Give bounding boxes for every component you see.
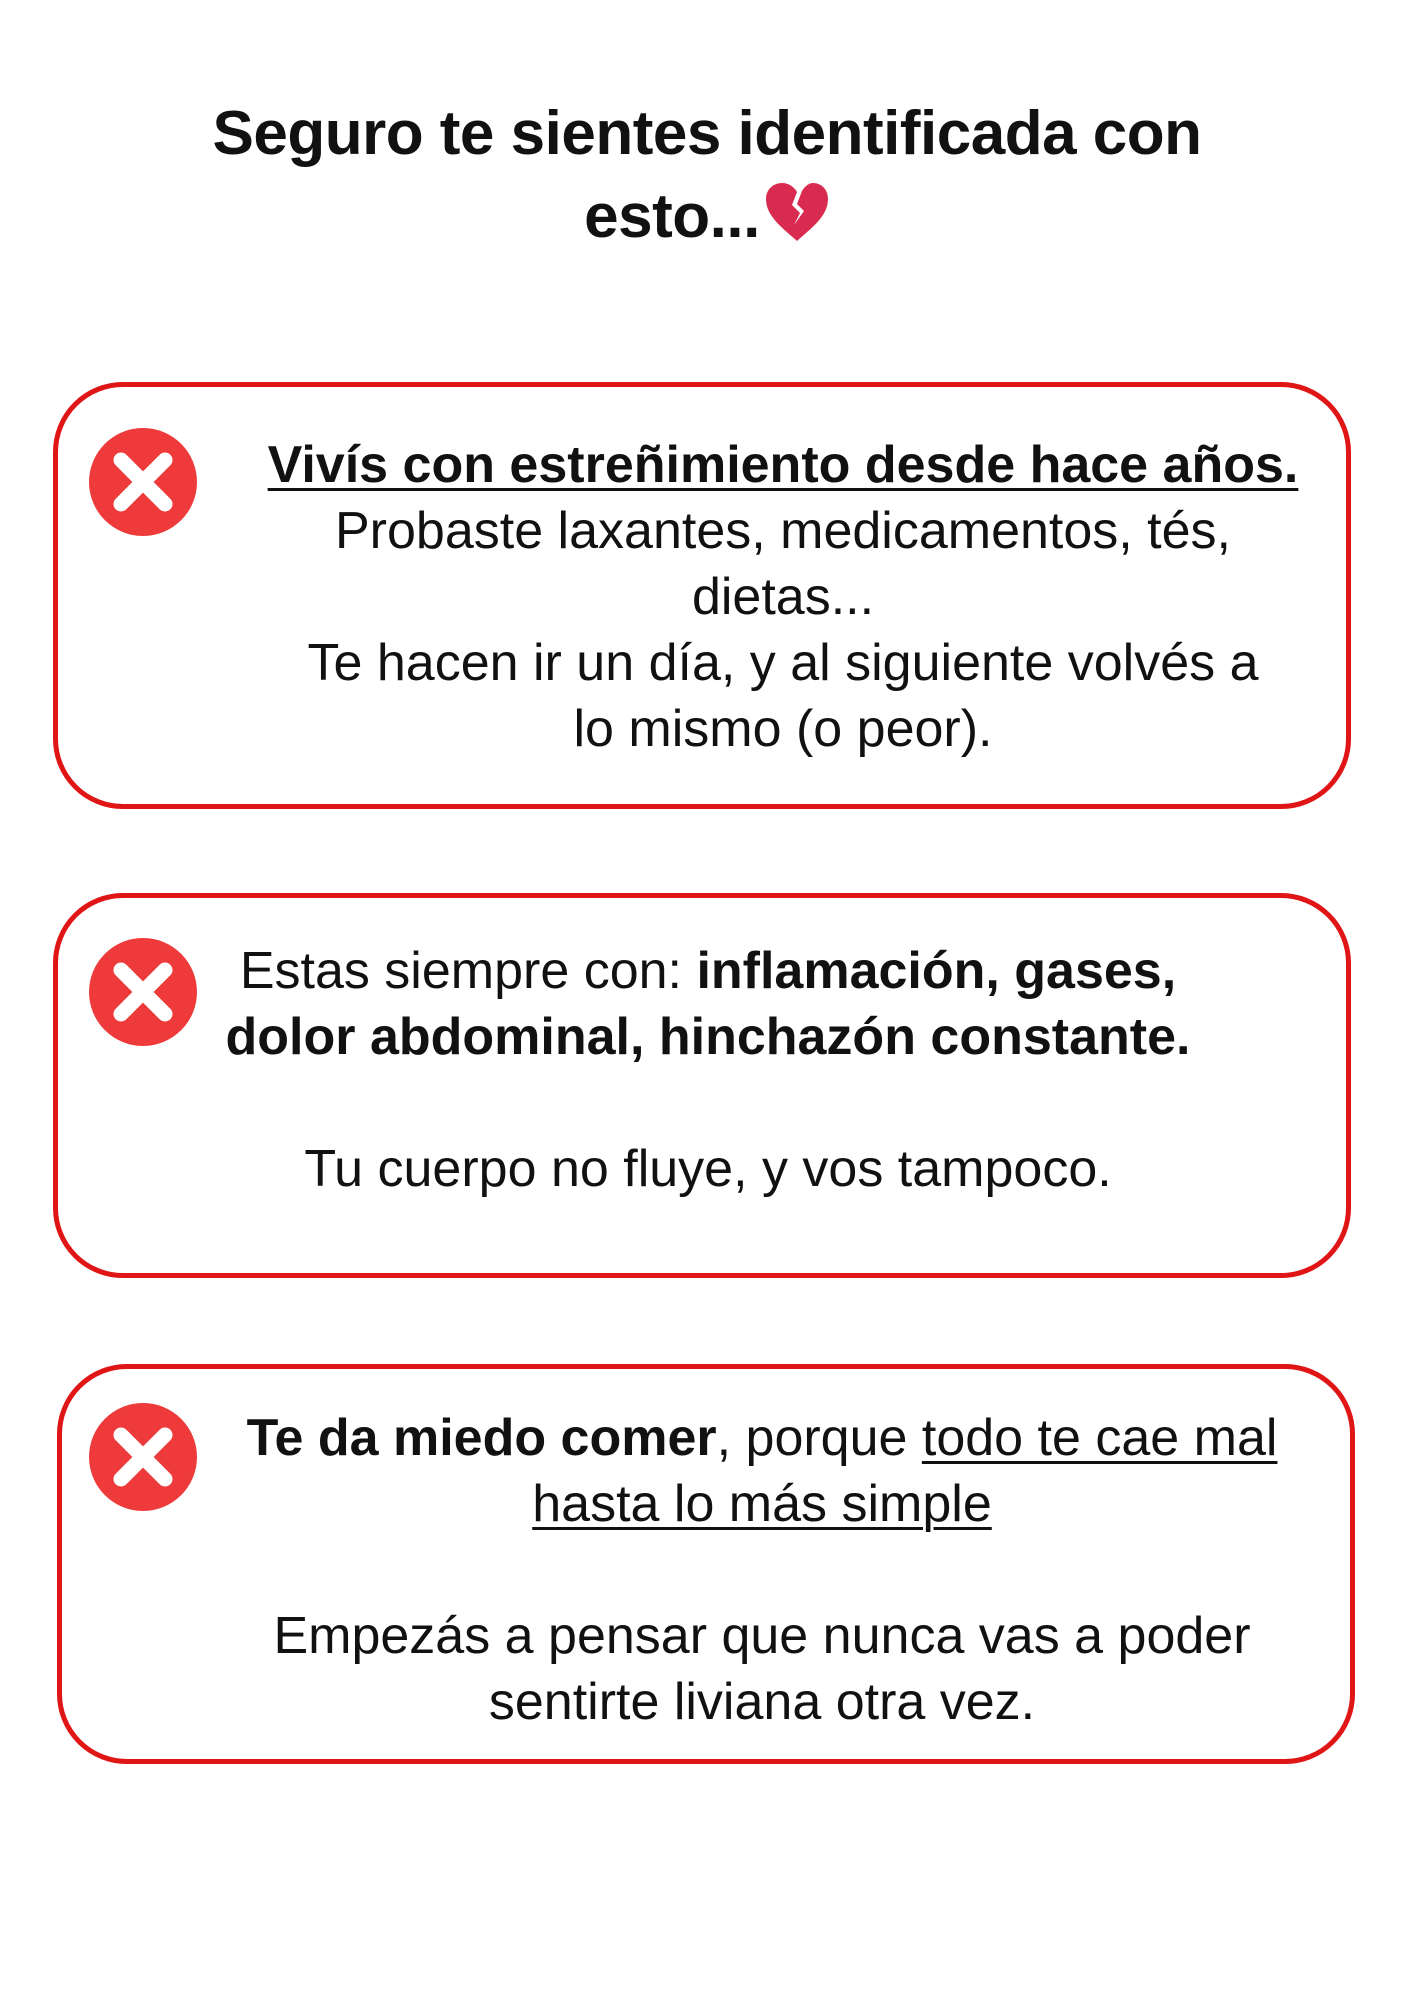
card-3-underline-1: todo te cae mal <box>921 1409 1278 1467</box>
pain-point-card-3 <box>57 1364 1355 1764</box>
title-line-1: Seguro te sientes identificada con <box>212 99 1202 168</box>
card-3-spacer <box>212 1537 1312 1603</box>
title-line-2-text: esto... <box>584 182 760 251</box>
card-1-text <box>258 432 1308 762</box>
card-3-middle: , porque <box>716 1409 922 1467</box>
broken-heart-icon <box>764 181 830 264</box>
card-2-intro: Estas siempre con: <box>239 942 697 1000</box>
card-3-line-1 <box>212 1405 1312 1471</box>
card-3-underline-2: hasta lo más simple <box>532 1475 992 1533</box>
card-3-line-2 <box>212 1471 1312 1537</box>
card-3-closing-1: Empezás a pensar que nunca vas a poder <box>273 1607 1251 1665</box>
card-2-closing: Tu cuerpo no fluye, y vos tampoco. <box>304 1140 1112 1198</box>
card-2-spacer <box>208 1070 1208 1136</box>
page-title <box>120 92 1294 264</box>
x-mark-icon <box>88 937 198 1047</box>
title-line-2 <box>120 175 1294 264</box>
card-1-line-4: lo mismo (o peor). <box>573 700 993 758</box>
card-1-line-1: Probaste laxantes, medicamentos, tés, <box>334 502 1231 560</box>
card-2-bold-2: dolor abdominal, hinchazón constante. <box>225 1008 1191 1066</box>
card-2-bold-1: inflamación, gases, <box>696 942 1177 1000</box>
card-3-text <box>212 1405 1312 1735</box>
pain-point-card-2 <box>53 893 1351 1278</box>
card-2-line-1 <box>208 938 1208 1004</box>
card-2-text <box>208 938 1208 1202</box>
x-mark-icon <box>88 1402 198 1512</box>
x-mark-icon <box>88 427 198 537</box>
pain-point-card-1 <box>53 382 1351 809</box>
card-3-bold: Te da miedo comer <box>246 1409 717 1467</box>
card-1-line-2: dietas... <box>691 568 875 626</box>
card-1-line-3: Te hacen ir un día, y al siguiente volvés a <box>307 634 1259 692</box>
card-1-heading: Vivís con estreñimiento desde hace años. <box>267 436 1299 494</box>
card-3-closing-2: sentirte liviana otra vez. <box>488 1673 1036 1731</box>
